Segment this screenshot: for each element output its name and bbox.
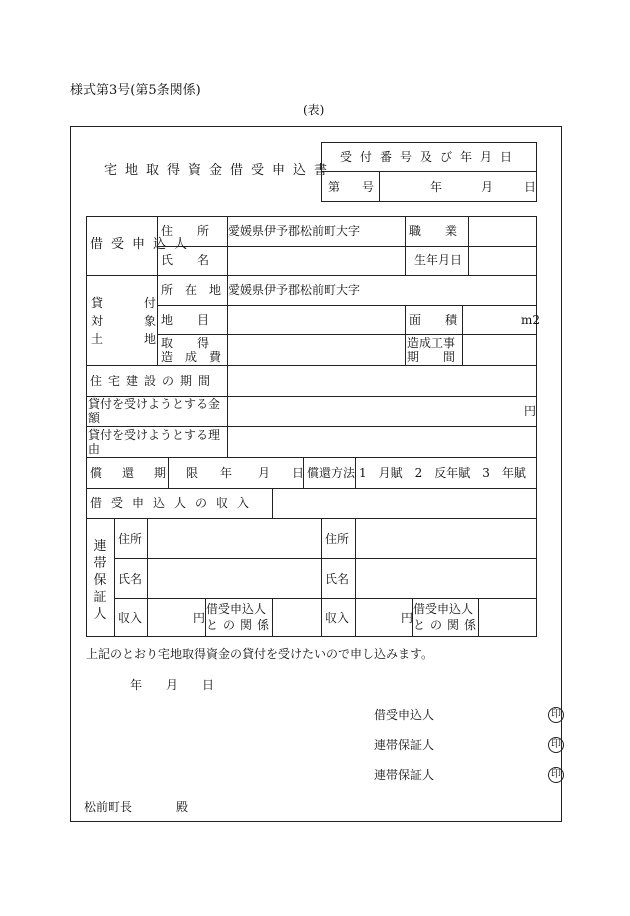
repayment-month: 月 bbox=[258, 466, 271, 480]
land-cost-label-2: 造 成 費 bbox=[161, 350, 222, 364]
guarantor1-relation-label-1: 借受申込人 bbox=[206, 602, 267, 616]
reception-header: 受付番号及び年月日 bbox=[340, 150, 521, 164]
addressee-honorific: 殿 bbox=[176, 800, 189, 814]
land-category-label: 地 目 bbox=[161, 313, 210, 327]
applicant-address-label: 住 所 bbox=[161, 224, 210, 238]
reception-no-suffix: 号 bbox=[362, 180, 375, 194]
land-location-value: 愛媛県伊予郡松前町大字 bbox=[228, 283, 361, 297]
guarantor1-name-label: 氏名 bbox=[118, 572, 143, 586]
reception-no-prefix: 第 bbox=[328, 180, 341, 194]
reception-month: 月 bbox=[481, 180, 494, 194]
guarantor1-relation-label-2: との関係 bbox=[206, 618, 275, 632]
reception-day: 日 bbox=[524, 180, 537, 194]
repayment-method-label: 償還方法 bbox=[307, 466, 356, 480]
loan-reason-label-1: 貸付を受けようとする理 bbox=[88, 428, 221, 442]
loan-amount-label-2: 額 bbox=[88, 411, 101, 425]
land-period-label-2: 期 間 bbox=[407, 350, 456, 364]
sign-guarantor-2-label: 連帯保証人 bbox=[374, 768, 435, 782]
side-label: (表) bbox=[303, 103, 325, 117]
guarantor1-income-label: 収入 bbox=[118, 611, 143, 625]
seal-icon: 印 bbox=[548, 767, 564, 783]
loan-amount-label-1: 貸付を受けようとする金 bbox=[88, 397, 221, 411]
applicant-occupation-label: 職 業 bbox=[409, 224, 458, 238]
guarantor1-address-label: 住所 bbox=[118, 532, 143, 546]
addressee: 松前町長 bbox=[84, 800, 133, 814]
guarantor-label: 連帯保証人 bbox=[93, 539, 107, 622]
form-title: 宅地取得資金借受申込書 bbox=[104, 163, 336, 178]
repayment-year: 年 bbox=[220, 466, 233, 480]
seal-icon: 印 bbox=[548, 737, 564, 753]
guarantor1-yen: 円 bbox=[193, 611, 206, 625]
guarantor2-address-label: 住所 bbox=[325, 532, 350, 546]
statement: 上記のとおり宅地取得資金の貸付を受けたいので申し込みます。 bbox=[86, 647, 434, 661]
land-area-unit: m2 bbox=[521, 313, 541, 327]
income-label: 借受申込人の収入 bbox=[90, 496, 259, 510]
sign-applicant-label: 借受申込人 bbox=[374, 708, 435, 722]
repayment-day: 日 bbox=[292, 466, 305, 480]
land-period-label-1: 造成工事 bbox=[407, 336, 456, 350]
guarantor2-yen: 円 bbox=[401, 611, 414, 625]
date-day: 日 bbox=[202, 678, 215, 692]
date-month: 月 bbox=[166, 678, 179, 692]
seal-icon: 印 bbox=[548, 707, 564, 723]
applicant-name-label: 氏 名 bbox=[161, 253, 210, 267]
date-year: 年 bbox=[130, 678, 143, 692]
land-area-label: 面 積 bbox=[409, 313, 458, 327]
land-label-col2: 付象地 bbox=[143, 296, 156, 346]
land-label-col1: 貸対土 bbox=[90, 296, 103, 346]
repayment-methods: 1 月賦 2 反年賦 3 年賦 bbox=[359, 466, 526, 480]
applicant-birth-label: 生年月日 bbox=[414, 253, 463, 267]
applicant-address-value: 愛媛県伊予郡松前町大字 bbox=[228, 224, 361, 238]
loan-amount-unit: 円 bbox=[524, 404, 537, 418]
guarantor2-income-label: 収入 bbox=[325, 611, 350, 625]
loan-reason-label-2: 由 bbox=[88, 442, 101, 456]
guarantor2-relation-label-1: 借受申込人 bbox=[413, 602, 474, 616]
guarantor2-name-label: 氏名 bbox=[325, 572, 350, 586]
reception-year: 年 bbox=[430, 180, 443, 194]
repayment-deadline-label: 償 還 期 限 bbox=[90, 466, 203, 480]
construction-period-label: 住宅建設の期間 bbox=[90, 374, 217, 388]
land-cost-label-1: 取 得 bbox=[161, 336, 210, 350]
applicant-label: 借受申込人 bbox=[90, 237, 196, 252]
form-number: 様式第3号(第5条関係) bbox=[70, 83, 201, 98]
guarantor2-relation-label-2: との関係 bbox=[413, 618, 482, 632]
land-location-label: 所 在 地 bbox=[161, 283, 222, 297]
sign-guarantor-1-label: 連帯保証人 bbox=[374, 738, 435, 752]
